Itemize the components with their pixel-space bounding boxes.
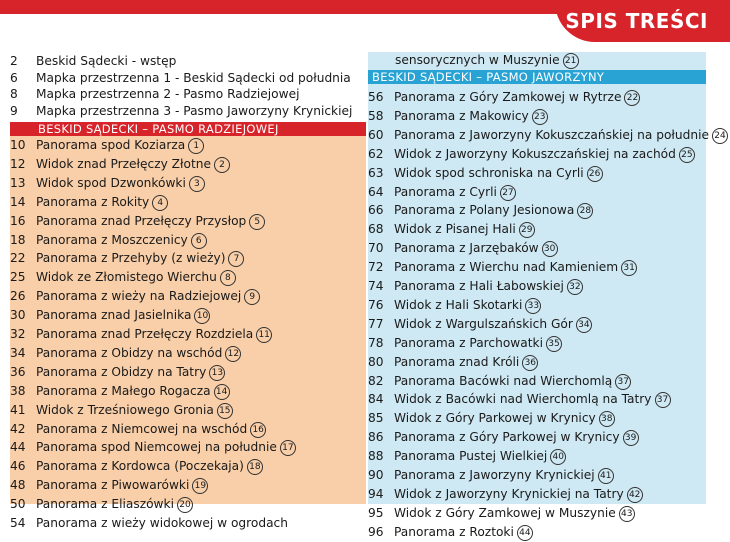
toc-entry[interactable] (368, 447, 566, 466)
section-header-jaworzyny (368, 70, 706, 84)
panorama-number-badge: 17 (280, 440, 296, 456)
entry-title: Mapka przestrzenna 2 - Pasmo Radziejowej (36, 87, 300, 101)
panorama-number-badge: 2 (214, 157, 230, 173)
toc-entry[interactable] (368, 334, 562, 353)
panorama-number-badge: 38 (599, 411, 615, 427)
entry-title: Panorama Pustej Wielkiej (394, 449, 548, 464)
toc-entry[interactable] (368, 107, 548, 126)
entry-title: Widok z Góry Parkowej w Krynicy (394, 411, 596, 426)
page-number: 77 (368, 316, 384, 331)
panorama-number-badge: 4 (152, 195, 168, 211)
entry-title: Panorama z Przehyby (z wieży) (36, 251, 226, 266)
panorama-number-badge: 19 (192, 478, 208, 494)
entry-title: Panorama z Jarzębaków (394, 241, 539, 256)
panorama-number-badge: 37 (615, 374, 631, 390)
toc-entry[interactable] (10, 325, 272, 344)
page-number: 95 (368, 505, 384, 520)
page-number: 34 (10, 345, 26, 360)
page-number: 9 (10, 103, 18, 118)
toc-entry[interactable] (10, 193, 168, 212)
toc-entry[interactable] (368, 296, 541, 315)
entry-title: Panorama znad Przełęczy Przysłop (36, 213, 247, 228)
panorama-number-badge: 22 (624, 90, 640, 106)
toc-entry[interactable] (368, 277, 583, 296)
page-number: 2 (10, 54, 18, 68)
entry-title: Mapka przestrzenna 3 - Pasmo Jaworzyny Krynickiej (36, 103, 353, 118)
toc-entry[interactable] (368, 88, 640, 107)
entry-title: Panorama z wieży widokowej w ogrodach (36, 516, 288, 530)
entry-title: Widok z Trześniowego Gronia (36, 402, 214, 417)
panorama-number-badge: 14 (214, 384, 230, 400)
section-title: BESKID SĄDECKI – PASMO RADZIEJOWEJ (38, 122, 279, 136)
page-number: 36 (10, 364, 26, 379)
panorama-number-badge: 18 (247, 459, 263, 475)
page-number: 63 (368, 165, 384, 180)
entry-title: Panorama z wieży na Radziejowej (36, 289, 242, 304)
toc-entry[interactable] (368, 126, 728, 145)
toc-entry-continuation[interactable] (395, 51, 579, 70)
page-number: 85 (368, 411, 384, 426)
panorama-number-badge: 13 (209, 365, 225, 381)
panorama-number-badge: 42 (627, 487, 643, 503)
panorama-number-badge: 27 (500, 185, 516, 201)
toc-entry[interactable] (368, 428, 639, 447)
page-number: 13 (10, 175, 26, 190)
entry-title: Panorama z Piwowarówki (36, 478, 190, 493)
toc-entry[interactable] (368, 485, 643, 504)
entry-title: Widok z Pisanej Hali (394, 222, 516, 237)
entry-title: Panorama z Jaworzyny Kokuszczańskiej na południe (394, 127, 709, 142)
page-number: 90 (368, 468, 384, 482)
entry-title: Widok spod Dzwonkówki (36, 175, 186, 190)
page-number: 50 (10, 497, 26, 512)
toc-entry[interactable] (10, 476, 208, 495)
panorama-number-badge: 1 (188, 138, 204, 154)
panorama-number-badge: 24 (712, 128, 728, 144)
entry-title: Panorama z Cyrli (394, 184, 497, 199)
page-number: 16 (10, 213, 26, 228)
toc-entry[interactable] (10, 268, 236, 287)
entry-title: Widok z Jaworzyny Kokuszczańskiej na zachód (394, 146, 676, 161)
entry-title: Panorama z Polany Jesionowa (394, 203, 575, 218)
entry-title: Panorama z Rokity (36, 194, 150, 209)
entry-title: Panorama z Eliaszówki (36, 497, 174, 512)
panorama-number-badge: 29 (519, 222, 535, 238)
page-number: 10 (10, 138, 26, 152)
toc-entry[interactable] (10, 344, 241, 363)
toc-entry[interactable] (10, 438, 296, 457)
page-number: 18 (10, 232, 26, 247)
entry-title: Panorama z Moszczenicy (36, 232, 188, 247)
page-number: 74 (368, 279, 384, 293)
panorama-number-badge: 39 (623, 430, 639, 446)
panorama-number-badge: 15 (217, 403, 233, 419)
panorama-number-badge: 11 (256, 327, 272, 343)
page-number: 82 (368, 373, 384, 388)
panorama-number-badge: 35 (546, 336, 562, 352)
entry-title: Widok znad Przełęczy Złotne (36, 156, 211, 171)
panorama-number-badge: 20 (177, 497, 193, 513)
toc-entry[interactable] (10, 457, 263, 476)
toc-entry[interactable] (10, 231, 207, 250)
page-number: 68 (368, 222, 384, 237)
toc-entry[interactable] (10, 420, 266, 439)
panorama-number-badge: 5 (249, 214, 265, 230)
page-number: 44 (10, 440, 26, 455)
entry-title: Panorama z Niemcowej na wschód (36, 421, 248, 436)
panorama-number-badge: 40 (550, 449, 566, 465)
toc-entry[interactable] (368, 315, 592, 334)
entry-title: Beskid Sądecki - wstęp (36, 54, 177, 68)
entry-title: Panorama spod Niemcowej na południe (36, 440, 277, 455)
page-number: 62 (368, 146, 384, 161)
entry-title: Panorama Bacówki nad Wierchomlą (394, 373, 613, 388)
toc-entry[interactable] (10, 363, 225, 382)
page-number: 32 (10, 327, 26, 341)
page-number: 76 (368, 297, 384, 312)
entry-title: Panorama spod Koziarza (36, 138, 186, 152)
toc-entry[interactable] (368, 523, 533, 542)
page-number: 86 (368, 430, 384, 445)
panorama-number-badge: 10 (194, 308, 210, 324)
section-title: BESKID SĄDECKI – PASMO JAWORZYNY (372, 70, 605, 84)
page-number: 70 (368, 241, 384, 256)
toc-entry[interactable] (368, 183, 516, 202)
page-number: 46 (10, 459, 26, 474)
toc-entry[interactable] (368, 353, 538, 372)
page-number: 8 (10, 87, 18, 101)
page-number: 25 (10, 270, 26, 285)
entry-title: Panorama z Kordowca (Poczekaja) (36, 459, 244, 474)
toc-entry[interactable] (368, 504, 635, 523)
toc-entry[interactable] (368, 239, 558, 258)
panorama-number-badge: 9 (244, 289, 260, 305)
toc-entry[interactable] (10, 174, 205, 193)
entry-title: Panorama z Góry Parkowej w Krynicy (394, 430, 620, 445)
panorama-number-badge: 44 (517, 525, 533, 541)
entry-title: Panorama z Parchowatki (394, 335, 543, 350)
panorama-number-badge: 23 (532, 109, 548, 125)
toc-entry[interactable] (10, 495, 193, 514)
page-number: 14 (10, 194, 26, 209)
entry-title: Mapka przestrzenna 1 - Beskid Sądecki od południa (36, 70, 351, 85)
panorama-number-badge: 33 (525, 298, 541, 314)
entry-title: Panorama z Roztoki (394, 524, 514, 539)
toc-entry[interactable] (368, 466, 614, 485)
entry-title: Panorama znad Przełęczy Rozdziela (36, 327, 254, 341)
page-number: 80 (368, 354, 384, 369)
entry-title: Panorama z Wierchu nad Kamieniem (394, 260, 619, 275)
page-number: 96 (368, 524, 384, 539)
panorama-number-badge: 6 (191, 233, 207, 249)
panorama-number-badge: 21 (563, 53, 579, 69)
entry-title: sensorycznych w Muszynie (395, 53, 560, 67)
entry-title: Widok spod schroniska na Cyrli (394, 165, 584, 180)
entry-title: Panorama z Hali Łabowskiej (394, 279, 564, 293)
panorama-number-badge: 26 (587, 166, 603, 182)
toc-entry[interactable] (368, 372, 631, 391)
section-header-radziejowej (10, 122, 366, 136)
entry-title: Panorama z Jaworzyny Krynickiej (394, 468, 595, 482)
panorama-number-badge: 36 (522, 355, 538, 371)
page-number: 48 (10, 478, 26, 493)
entry-title: Widok z Wargulszańskich Gór (394, 316, 573, 331)
entry-title: Widok z Bacówki nad Wierchomlą na Tatry (394, 392, 652, 407)
toc-entry[interactable] (10, 401, 233, 420)
toc-entry[interactable] (10, 306, 210, 325)
toc-entry[interactable] (10, 249, 244, 268)
entry-title: Panorama znad Króli (394, 354, 520, 369)
page-number: 22 (10, 251, 26, 266)
page-number: 30 (10, 308, 26, 323)
panorama-number-badge: 41 (598, 468, 614, 484)
toc-entry[interactable] (10, 514, 288, 533)
page-number: 42 (10, 421, 26, 436)
panorama-number-badge: 30 (542, 241, 558, 257)
entry-title: Panorama znad Jasielnika (36, 308, 192, 323)
toc-entry[interactable] (368, 409, 615, 428)
toc-entry[interactable] (368, 220, 535, 239)
panorama-number-badge: 8 (220, 270, 236, 286)
panorama-number-badge: 37 (655, 392, 671, 408)
page-number: 60 (368, 127, 384, 142)
panorama-number-badge: 43 (619, 506, 635, 522)
entry-title: Panorama z Obidzy na Tatry (36, 364, 207, 379)
toc-entry[interactable] (368, 258, 637, 277)
page-number: 26 (10, 289, 26, 304)
panorama-number-badge: 28 (577, 203, 593, 219)
panorama-number-badge: 32 (567, 279, 583, 295)
toc-entry[interactable] (368, 164, 603, 183)
page-number: 64 (368, 184, 384, 199)
panorama-number-badge: 34 (576, 317, 592, 333)
toc-entry[interactable] (10, 287, 260, 306)
panorama-number-badge: 7 (228, 251, 244, 267)
toc-entry[interactable] (10, 136, 204, 155)
page-title: SPIS TREŚCI (565, 9, 708, 33)
title-tab (555, 0, 730, 42)
toc-entry[interactable] (10, 212, 265, 231)
page-number: 66 (368, 203, 384, 218)
page-number: 41 (10, 402, 26, 417)
toc-left-column (10, 52, 366, 530)
entry-title: Widok z Góry Zamkowej w Muszynie (394, 505, 616, 520)
page-number: 84 (368, 392, 384, 407)
page-number: 6 (10, 70, 18, 85)
page-number: 88 (368, 449, 384, 464)
page-number: 72 (368, 260, 384, 275)
page-number: 78 (368, 335, 384, 350)
panorama-number-badge: 31 (621, 260, 637, 276)
panorama-number-badge: 12 (225, 346, 241, 362)
page-number: 38 (10, 383, 26, 398)
panorama-number-badge: 25 (679, 147, 695, 163)
toc-entry[interactable] (10, 155, 230, 174)
page-number: 54 (10, 516, 26, 530)
entry-title: Panorama z Góry Zamkowej w Rytrze (394, 90, 622, 104)
entry-title: Widok z Jaworzyny Krynickiej na Tatry (394, 486, 624, 501)
panorama-number-badge: 16 (250, 422, 266, 438)
entry-title: Panorama z Obidzy na wschód (36, 345, 223, 360)
page-number: 12 (10, 156, 26, 171)
page-number: 94 (368, 486, 384, 501)
toc-entry[interactable] (10, 102, 352, 121)
panorama-number-badge: 3 (189, 176, 205, 192)
entry-title: Widok z Hali Skotarki (394, 297, 523, 312)
page-number: 58 (368, 108, 384, 123)
toc-entry[interactable] (368, 390, 671, 409)
toc-right-column (368, 52, 726, 539)
toc-entry[interactable] (368, 201, 593, 220)
entry-title: Widok ze Złomistego Wierchu (36, 270, 217, 285)
toc-entry[interactable] (10, 382, 230, 401)
page-number: 56 (368, 90, 384, 104)
entry-title: Panorama z Makowicy (394, 108, 529, 123)
toc-entry[interactable] (368, 145, 695, 164)
entry-title: Panorama z Małego Rogacza (36, 383, 211, 398)
